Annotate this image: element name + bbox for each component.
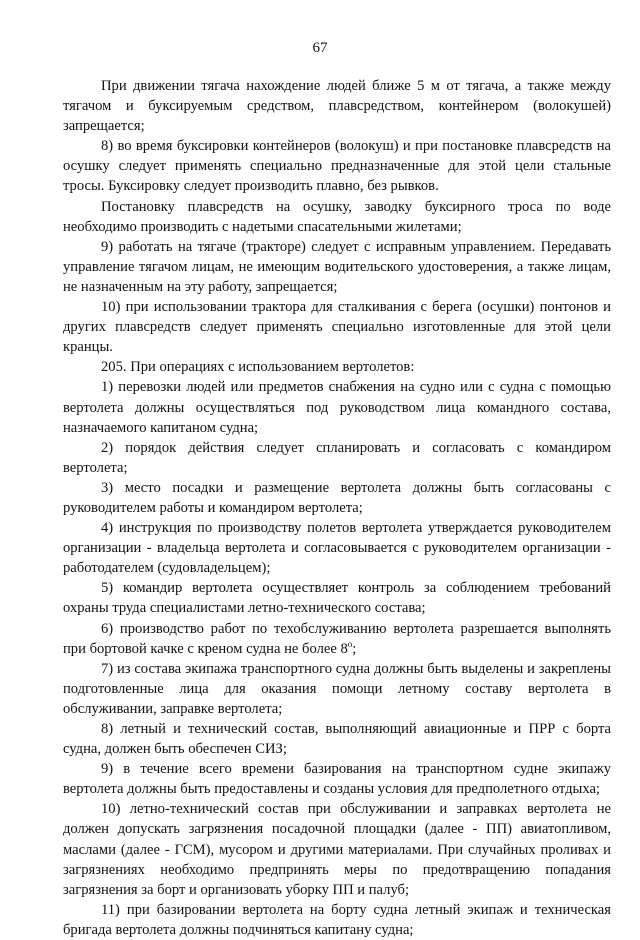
paragraph-item-9-tractor: 9) работать на тягаче (тракторе) следует с исправным управлением. Передавать управление тягачом лицам, не имеющим водительского удостоверения, а также лицам, не назначенным на эту работу, запрещается; [63,238,611,295]
paragraph-205-item-10: 10) летно-технический состав при обслуживании и заправках вертолета не должен допускать загрязнения посадочной площадки (далее - ПП) авиатопливом, маслами (далее - ГСМ), мусором и другими материалами. При случайных проливах и загрязнениях необходимо предпринять меры по предотвращению попадания загрязнения за борт и организовать уборку ПП и палуб; [63,801,611,898]
paragraph-205-item-2: 2) порядок действия следует спланировать и согласовать с командиром вертолета; [63,439,611,476]
document-body [63,76,611,940]
paragraph-205-item-9: 9) в течение всего времени базирования на транспортном судне экипажу вертолета должны быть предоставлены и созданы условия для предполетного отдыха; [63,761,611,798]
paragraph-item-10-fenders: 10) при использовании трактора для сталкивания с берега (осушки) понтонов и других плавсредств следует применять специально изготовленные для этой цели кранцы. [63,299,611,356]
paragraph-205-item-7: 7) из состава экипажа транспортного судна должны быть выделены и закреплены подготовленные лица для оказания помощи летному составу вертолета в обслуживании, заправке вертолета; [63,660,611,717]
paragraph-tow-clearance: При движении тягача нахождение людей ближе 5 м от тягача, а также между тягачом и буксируемым средством, плавсредством, контейнером (волокушей) запрещается; [63,78,611,135]
paragraph-205-item-1: 1) перевозки людей или предметов снабжения на судно или с судна с помощью вертолета должны осуществляться под руководством лица командного состава, назначаемого капитаном судна; [63,379,611,436]
item-6-text: 6) производство работ по техобслуживанию вертолета разрешается выполнять при бортовой качке с креном судна не более 8 [63,620,611,657]
paragraph-205-item-5: 5) командир вертолета осуществляет контроль за соблюдением требований охраны труда специалистами летно-технического состава; [63,580,611,617]
paragraph-205-item-11: 11) при базировании вертолета на борту судна летный экипаж и техническая бригада вертолета должны подчиняться капитану судна; [63,901,611,938]
paragraph-205-item-6 [63,619,611,659]
paragraph-drying-vests: Постановку плавсредств на осушку, заводку буксирного троса по воде необходимо производить с надетыми спасательными жилетами; [63,198,611,235]
paragraph-205-item-8: 8) летный и технический состав, выполняющий авиационные и ПРР с борта судна, должен быть обеспечен СИЗ; [63,721,611,758]
paragraph-item-8-towing: 8) во время буксировки контейнеров (волокуш) и при постановке плавсредств на осушку следует применять специально предназначенные для этой цели стальные тросы. Буксировку следует производить плавно, без рывков. [63,138,611,195]
paragraph-205-item-4: 4) инструкция по производству полетов вертолета утверждается руководителем организации - владельца вертолета и согласовывается с руководителем организации - работодателем (судовладельцем); [63,520,611,577]
page-number: 67 [312,40,328,56]
paragraph-205-item-3: 3) место посадки и размещение вертолета должны быть согласованы с руководителем работы и командиром вертолета; [63,479,611,516]
degree-superscript: о [347,638,353,649]
section-205-heading: 205. При операциях с использованием вертолетов: [101,359,415,376]
item-6-tail: ; [352,640,357,657]
